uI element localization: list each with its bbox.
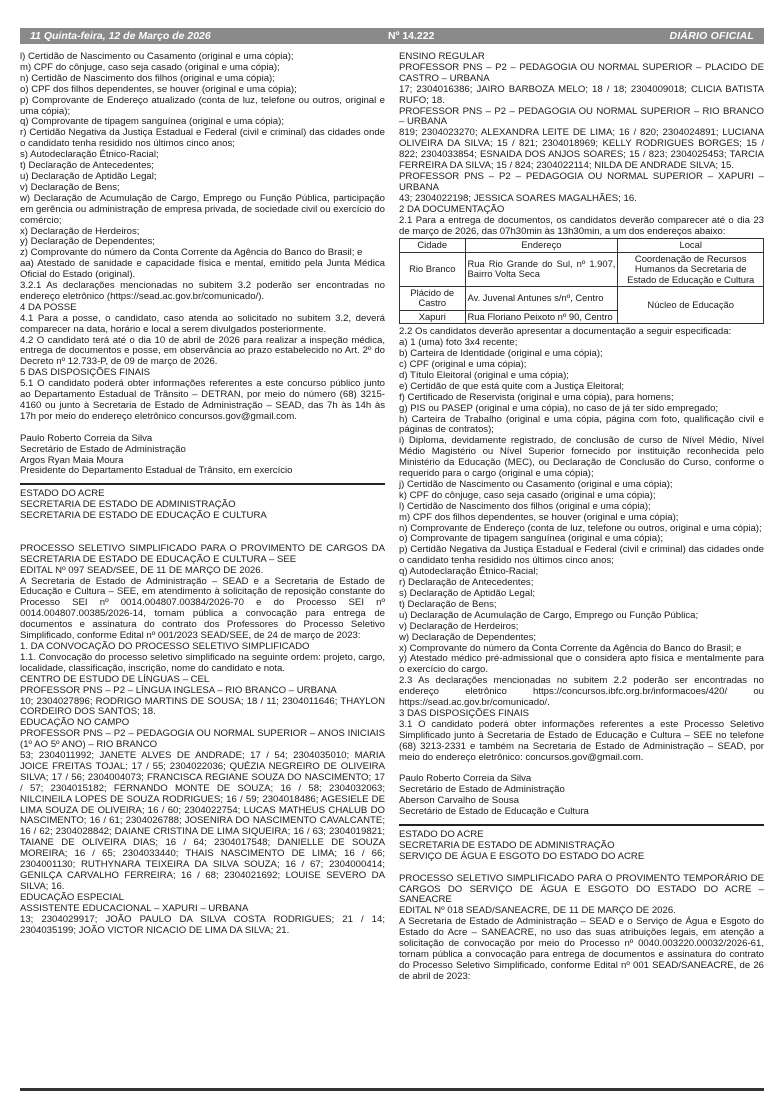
address-table	[399, 238, 764, 324]
signatory-title: Secretário de Estado de Administração	[20, 443, 186, 455]
list-item: l) Certidão de Nascimento ou Casamento (original e uma cópia);	[20, 51, 294, 62]
signatory-title: Secretário de Estado de Educação e Cultura	[399, 806, 589, 818]
paragraph: 4.2 O candidato terá até o dia 10 de abril de 2026 para realizar a inspeção médica, entrega de documentos e posse, em observância ao prazo estabelecido no Art. 2º do Decreto nº 12.733-P, de 09 de março de 2026.	[20, 334, 385, 368]
candidate-list: 53; 2304011992; JANETE ALVES DE ANDRADE; 17 / 54; 2304035010; MARIA JOICE FREITAS TOJAL; 17 / 55; 2304022036; QUÉZIA NEGREIRO DE OLIVEIRA SILVA; 17 / 56; 2304004073; FRANCISCA REGIANE SOUZA DO NASCIMENTO; 17 / 57; 2304015182; FERNANDO MONTE DE SOUZA; 16 / 58; 2304032063; NILCINEILA LOPES DE SOUZA RODRIGUES; 16 / 59; 2304018486; AGESIELE DE LIMA SOUZA DE OLIVEIRA; 16 / 60; 2304022754; LUCAS MATHEUS CHALUB DO NASCIMENTO; 16 / 61; 2304026788; JOSENIRA DO NASCIMENTO CAVALCANTE; 16 / 62; 2304028842; DAIANE CRISTINA DE LIMA SIQUEIRA; 16 / 63; 2304019821; TAIANE DE OLIVEIRA DIAS; 16 / 64; 2304017548; DANIELLE DE SOUZA MOREIRA; 16 / 65; 2304033440; THAIS NASCIMENTO DE LIMA; 16 / 66; 2304001130; RUTHYNARA TEIXEIRA DA SILVA SOUZA; 16 / 67; 2304000414; GENILÇA CARVALHO FERREIRA; 16 / 68; 2304021692; LOUISE SEVERO DA SILVA; 16.	[20, 750, 385, 892]
list-item: d) Título Eleitoral (original e uma cópia);	[399, 369, 569, 381]
candidate-list: 819; 2304023270; ALEXANDRA LEITE DE LIMA; 16 / 820; 2304024891; LUCIANA OLIVEIRA DA SILVA; 15 / 821; 2304018969; KELLY RODRIGUES BORGES; 15 / 822; 2304033854; ESNAIDA DOS ANJOS SOARES; 15 / 823; 2304025453; TARCIA FERREIRA DA SILVA; 15 / 824; 2304022114; NILDA DE ANDRADE SILVA; 15.	[399, 127, 764, 172]
table-cell-local: Núcleo de Educação	[618, 287, 764, 324]
position-heading: PROFESSOR PNS – P2 – PEDAGOGIA OU NORMAL SUPERIOR – XAPURI – URBANA	[399, 170, 764, 193]
table-cell-address: Av. Juvenal Antunes s/nº, Centro	[465, 287, 618, 311]
table-header: Endereço	[465, 239, 618, 252]
section-heading: 5 DAS DISPOSIÇÕES FINAIS	[20, 367, 151, 379]
list-item: s) Declaração de Aptidão Legal;	[399, 588, 535, 599]
candidate-list: 17; 2304016386; JAIRO BARBOZA MELO; 18 / 18; 2304009018; CLICIA BATISTA RUFO; 18.	[399, 83, 764, 106]
list-item: q) Autodeclaração Étnico-Racial;	[399, 566, 539, 578]
list-item: n) Comprovante de Endereço (conta de luz, telefone ou outros, original e uma cópia);	[399, 522, 762, 534]
list-item: u) Declaração de Aptidão Legal;	[20, 170, 157, 182]
left-column	[20, 52, 385, 936]
paragraph: 1.1. Convocação do processo seletivo simplificado na seguinte ordem: projeto, cargo, localidade, classificação, inscrição, nome do candidato e nota.	[20, 651, 385, 674]
candidate-list: 13; 2304029917; JOÃO PAULO DA SILVA COSTA RODRIGUES; 21 / 14; 2304035199; JOÃO VICTOR NICACIO DE LIMA DA SILVA; 21.	[20, 913, 385, 936]
list-item: b) Carteira de Identidade (original e uma cópia);	[399, 348, 603, 360]
page-date: 11 Quinta-feira, 12 de Março de 2026	[30, 30, 211, 42]
org-header-line: SECRETARIA DE ESTADO DE EDUCAÇÃO E CULTURA	[20, 510, 267, 522]
org-header-line: ESTADO DO ACRE	[20, 488, 105, 500]
table-header: Local	[618, 239, 764, 252]
position-heading: PROFESSOR PNS – P2 – PEDAGOGIA OU NORMAL SUPERIOR – PLACIDO DE CASTRO – URBANA	[399, 61, 764, 84]
list-item: x) Declaração de Herdeiros;	[20, 225, 140, 237]
org-header-line: ESTADO DO ACRE	[399, 829, 484, 841]
signatory-name: Paulo Roberto Correia da Silva	[399, 773, 532, 785]
section-heading: EDUCAÇÃO NO CAMPO	[20, 717, 130, 729]
list-item: l) Certidão de Nascimento dos filhos (original e uma cópia);	[399, 500, 651, 512]
list-item: v) Declaração de Herdeiros;	[399, 620, 519, 632]
list-item: t) Declaração de Bens;	[399, 598, 497, 610]
table-row	[400, 287, 764, 311]
candidate-list: 10; 2304027896; RODRIGO MARTINS DE SOUSA; 18 / 11; 2304011646; THAYLON CORDEIRO DOS SANTOS; 18.	[20, 695, 385, 718]
section-heading: ENSINO REGULAR	[399, 51, 485, 62]
list-item: o) CPF dos filhos dependentes, se houver (original e uma cópia);	[20, 83, 297, 95]
org-header-line: SECRETARIA DE ESTADO DE ADMINISTRAÇÃO	[20, 499, 236, 511]
right-column	[399, 52, 764, 983]
position-heading: PROFESSOR PNS – P2 – LÍNGUA INGLESA – RIO BRANCO – URBANA	[20, 684, 337, 696]
paragraph: A Secretaria de Estado de Administração – SEAD e a Secretaria de Estado de Educação e Cultura – SEE, em atendimento à solicitação de reposição constante do Processo SEI nº 0014.004807.00384/2026-70 e do Processo SEI nº 0014.004807.00385/2026-14, tornam pública a convocação para entrega de documentos e assinatura do contrato dos Professores do Processo Seletivo Simplificado, conforme Edital nº 001/2023 SEAD/SEE, de 24 de março de 2023:	[20, 575, 385, 642]
signatory-name: Argos Ryan Maia Moura	[20, 454, 124, 466]
paragraph: 2.3 As declarações mencionadas no subitem 2.2 poderão ser encontradas no endereço eletrônico https://concursos.ibfc.org.br/informacoes/420/ ou https://sead.ac.gov.br/comunicado/.	[399, 675, 764, 709]
table-row	[400, 252, 764, 286]
list-item: k) CPF do cônjuge, caso seja casado (original e uma cópia);	[399, 489, 656, 501]
position-heading: ASSISTENTE EDUCACIONAL – XAPURI – URBANA	[20, 902, 249, 914]
list-item: h) Carteira de Trabalho (original e uma cópia, página com foto, qualificação civil e páginas de contratos);	[399, 413, 764, 436]
paragraph: A Secretaria de Estado de Administração – SEAD e o Serviço de Água e Esgoto do Estado do Acre – SANEACRE, no uso das suas atribuições legais, em atenção a solicitação de convocação por meio do Processo nº 0040.003220.00032/2026-61, tornam pública a convocação para entrega de documentos e assinatura do contrato do Processo Seletivo Simplificado, conforme Edital nº 001 SEAD/SANEACRE, de 26 de abril de 2023:	[399, 916, 764, 982]
process-title: PROCESSO SELETIVO SIMPLIFICADO PARA O PROVIMENTO TEMPORÁRIO DE CARGOS DO SERVIÇO DE ÁGUA E ESGOTO DO ESTADO DO ACRE – SANEACRE	[399, 872, 764, 906]
section-divider	[20, 483, 385, 485]
list-item: o) Comprovante de tipagem sanguínea (original e uma cópia);	[399, 533, 663, 545]
signatory-title: Secretário de Estado de Administração	[399, 784, 565, 796]
list-item: w) Declaração de Acumulação de Cargo, Emprego ou Função Pública, participação em gerência ou administração de empresa privada, de sociedade civil ou exercício do comércio;	[20, 192, 385, 226]
signatory-name: Aberson Carvalho de Sousa	[399, 795, 519, 807]
paragraph: 5.1 O candidato poderá obter informações referentes a este concurso público junto ao Departamento Estadual de Trânsito – DETRAN, por meio do número (68) 3215-4160 ou junto à Secretaria de Estado de Administração – SEAD, das 7h às 14h às 17h por meio do endereço eletrônico concursos.gov@gmail.com.	[20, 378, 385, 422]
list-item: u) Declaração de Acumulação de Cargo, Emprego ou Função Pública;	[399, 609, 699, 621]
list-item: y) Declaração de Dependentes;	[20, 236, 155, 248]
table-cell-city: Xapuri	[400, 310, 466, 323]
list-item: p) Comprovante de Endereço atualizado (conta de luz, telefone ou outros, original e uma cópia);	[20, 94, 385, 117]
table-cell-city: Rio Branco	[400, 252, 466, 286]
list-item: y) Atestado médico pré-admissional que o considera apto física e mentalmente para o exercício do cargo.	[399, 653, 764, 676]
section-heading: 3 DAS DISPOSIÇÕES FINAIS	[399, 707, 530, 719]
list-item: g) PIS ou PASEP (original e uma cópia), no caso de já ter sido empregado;	[399, 402, 719, 414]
list-item: s) Autodeclaração Étnico-Racial;	[20, 149, 159, 161]
list-item: 3.2.1 As declarações mencionadas no subitem 3.2 poderão ser encontradas no endereço eletrônico (https://sead.ac.gov.br/comunicado/).	[20, 280, 385, 302]
table-header: Cidade	[400, 239, 466, 252]
section-divider	[399, 824, 764, 826]
list-item: f) Certificado de Reservista (original e uma cópia), para homens;	[399, 391, 674, 403]
position-heading: PROFESSOR PNS – P2 – PEDAGOGIA OU NORMAL SUPERIOR – ANOS INICIAIS (1º AO 5º ANO) – RIO BRANCO	[20, 728, 385, 751]
section-heading: 4 DA POSSE	[20, 301, 77, 313]
paragraph: 4.1 Para a posse, o candidato, caso atenda ao solicitado no subitem 3.2, deverá comparecer na data, horário e local a serem divulgados posteriormente.	[20, 312, 385, 335]
paragraph: 2.2 Os candidatos deverão apresentar a documentação a seguir especificada:	[399, 326, 732, 338]
list-item: n) Certidão de Nascimento dos filhos (original e uma cópia);	[20, 72, 275, 84]
table-cell-local: Coordenação de Recursos Humanos da Secretaria de Estado de Educação e Cultura	[618, 252, 764, 286]
list-item: i) Diploma, devidamente registrado, de conclusão de curso de Nível Médio, Nível Médio Magistério ou Nível Superior fornecido por instituição reconhecida pelo Ministério da Educação (MEC), ou Declaração de Conclusão do Curso, conforme o requerido para o cargo (original e uma cópia);	[399, 435, 764, 480]
table-cell-city: Plácido de Castro	[400, 287, 466, 311]
section-heading: 2 DA DOCUMENTAÇÃO	[399, 203, 505, 215]
issue-number: Nº 14.222	[388, 30, 435, 42]
section-heading: 1. DA CONVOCAÇÃO DO PROCESSO SELETIVO SIMPLIFICADO	[20, 640, 310, 652]
list-item: e) Certidão de que está quite com a Justiça Eleitoral;	[399, 380, 625, 392]
list-item: aa) Atestado de sanidade e capacidade física e mental, emitido pela Junta Médica Oficial do Estado (original).	[20, 258, 385, 281]
section-heading: EDUCAÇÃO ESPECIAL	[20, 891, 124, 903]
section-heading: CENTRO DE ESTUDO DE LÍNGUAS – CEL	[20, 673, 210, 685]
footer-rule	[20, 1088, 764, 1091]
signatory-title: Presidente do Departamento Estadual de Trânsito, em exercício	[20, 465, 293, 477]
list-item: m) CPF dos filhos dependentes, se houver (original e uma cópia);	[399, 511, 679, 523]
journal-name: DIÁRIO OFICIAL	[669, 30, 754, 42]
table-header-row	[400, 239, 764, 252]
list-item: r) Certidão Negativa da Justiça Estadual e Federal (civil e criminal) das cidades onde o candidato tenha residido nos últimos cinco anos;	[20, 127, 385, 150]
list-item: w) Declaração de Dependentes;	[399, 631, 537, 643]
list-item: c) CPF (original e uma cópia);	[399, 358, 527, 370]
list-item: x) Comprovante do número da Conta Corrente da Agência do Banco do Brasil; e	[399, 642, 742, 654]
process-title: PROCESSO SELETIVO SIMPLIFICADO PARA O PROVIMENTO DE CARGOS DA SECRETARIA DE ESTADO DE EDUCAÇÃO E CULTURA – SEE	[20, 542, 385, 565]
list-item: m) CPF do cônjuge, caso seja casado (original e uma cópia);	[20, 61, 280, 73]
list-item: q) Comprovante de tipagem sanguínea (original e uma cópia);	[20, 116, 284, 128]
paragraph: 2.1 Para a entrega de documentos, os candidatos deverão comparecer até o dia 23 de março de 2026, das 07h30min às 13h30min, a um dos endereços abaixo:	[399, 214, 764, 237]
list-item: r) Declaração de Antecedentes;	[399, 577, 534, 589]
list-item: a) 1 (uma) foto 3x4 recente;	[399, 337, 518, 349]
paragraph: 3.1 O candidato poderá obter informações referentes a este Processo Seletivo Simplificado junto à Secretaria de Estado de Educação e Cultura – SEE no telefone (68) 3213-2331 e também na Secretaria de Estado de Administração – SEAD, por meio do endereço eletrônico: concursos.gov@gmail.com.	[399, 718, 764, 763]
list-item: p) Certidão Negativa da Justiça Estadual e Federal (civil e criminal) das cidades onde o candidato tenha residido nos últimos cinco anos;	[399, 544, 764, 567]
page-header	[20, 28, 764, 44]
edital-title: EDITAL Nº 097 SEAD/SEE, DE 11 DE MARÇO DE 2026.	[20, 564, 264, 576]
list-item: j) Certidão de Nascimento ou Casamento (original e uma cópia);	[399, 478, 673, 490]
org-header-line: SERVIÇO DE ÁGUA E ESGOTO DO ESTADO DO ACRE	[399, 850, 645, 862]
list-item: t) Declaração de Antecedentes;	[20, 160, 154, 172]
table-cell-address: Rua Floriano Peixoto nº 90, Centro	[465, 310, 618, 323]
org-header-line: SECRETARIA DE ESTADO DE ADMINISTRAÇÃO	[399, 839, 615, 851]
position-heading: PROFESSOR PNS – P2 – PEDAGOGIA OU NORMAL SUPERIOR – RIO BRANCO – URBANA	[399, 105, 764, 128]
signatory-name: Paulo Roberto Correia da Silva	[20, 432, 153, 444]
list-item: z) Comprovante do número da Conta Corrente da Agência do Banco do Brasil; e	[20, 247, 363, 259]
list-item: v) Declaração de Bens;	[20, 181, 120, 193]
table-cell-address: Rua Rio Grande do Sul, nº 1.907, Bairro Volta Seca	[465, 252, 618, 286]
edital-title: EDITAL Nº 018 SEAD/SANEACRE, DE 11 DE MARÇO DE 2026.	[399, 905, 676, 917]
candidate-list: 43; 2304022198; JESSICA SOARES MAGALHÃES; 16.	[399, 192, 637, 204]
